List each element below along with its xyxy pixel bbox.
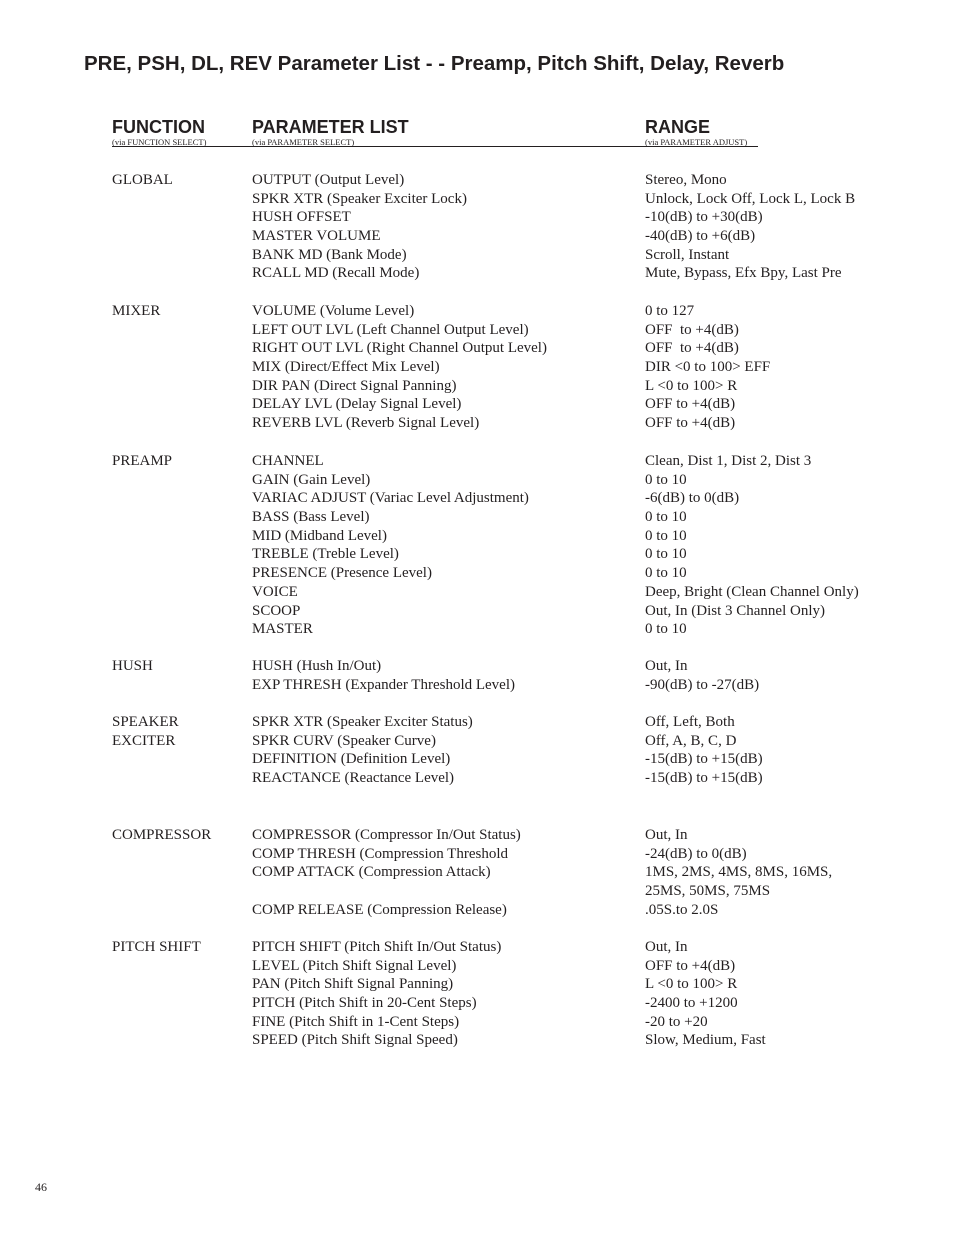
- parameter-range: L <0 to 100> R: [645, 377, 738, 394]
- function-name-line: PREAMP: [112, 453, 173, 469]
- table-row: [0, 264, 954, 283]
- parameter-name: HUSH OFFSET: [252, 209, 351, 226]
- table-row: [0, 527, 954, 546]
- parameter-range: Off, A, B, C, D: [645, 732, 737, 749]
- page-number: 46: [35, 1180, 47, 1194]
- function-column-subheader: (via FUNCTION SELECT): [112, 137, 207, 147]
- parameter-range: OFF to +4(dB): [645, 340, 739, 357]
- table-row: [0, 208, 954, 227]
- parameter-name: HUSH (Hush In/Out): [252, 658, 382, 674]
- parameter-range: OFF to +4(dB): [645, 415, 736, 432]
- parameter-name: LEFT OUT LVL (Left Channel Output Level): [252, 321, 529, 338]
- parameter-name: COMP RELEASE (Compression Release): [252, 901, 507, 918]
- header-divider: [112, 146, 758, 147]
- parameter-name: COMP THRESH (Compression Threshold: [252, 845, 508, 862]
- parameter-range: Out, In: [645, 658, 688, 674]
- table-row: [0, 957, 954, 976]
- parameter-name: SPKR XTR (Speaker Exciter Lock): [252, 190, 467, 207]
- parameter-name: RIGHT OUT LVL (Right Channel Output Level): [252, 340, 547, 357]
- table-row: [0, 750, 954, 769]
- function-name-line: EXCITER: [112, 732, 176, 749]
- page-title: PRE, PSH, DL, REV Parameter List - - Preamp, Pitch Shift, Delay, Reverb: [84, 52, 785, 75]
- table-row: [0, 377, 954, 396]
- parameter-name: EXP THRESH (Expander Threshold Level): [252, 676, 516, 693]
- parameter-range: OFF to +4(dB): [645, 396, 736, 413]
- parameter-name: DEFINITION (Definition Level): [252, 751, 451, 768]
- parameter-name: VARIAC ADJUST (Variac Level Adjustment): [252, 490, 529, 507]
- table-row: [0, 1013, 954, 1032]
- parameter-name: VOICE: [252, 583, 298, 600]
- table-row: [0, 395, 954, 414]
- parameter-range: 0 to 127: [645, 303, 695, 319]
- parameter-name: MASTER VOLUME: [252, 228, 381, 245]
- table-row: [0, 471, 954, 490]
- parameter-name: PITCH (Pitch Shift in 20-Cent Steps): [252, 995, 477, 1012]
- range-column-subheader: (via PARAMETER ADJUST): [645, 137, 748, 147]
- parameter-range: -24(dB) to 0(dB): [645, 845, 747, 862]
- parameter-range: Mute, Bypass, Efx Bpy, Last Pre: [645, 265, 842, 282]
- table-row: [0, 676, 954, 695]
- table-row: [0, 901, 954, 920]
- table-row: [0, 845, 954, 864]
- parameter-range: 0 to 10: [645, 471, 687, 488]
- parameter-name: MID (Midband Level): [252, 527, 387, 544]
- parameter-range: -90(dB) to -27(dB): [645, 676, 760, 693]
- table-row: [0, 246, 954, 265]
- parameter-name: MIX (Direct/Effect Mix Level): [252, 359, 440, 376]
- table-row: [0, 564, 954, 583]
- parameter-name: VOLUME (Volume Level): [252, 303, 415, 319]
- parameter-range: -20 to +20: [645, 1013, 708, 1030]
- function-name-line: PITCH SHIFT: [112, 939, 201, 955]
- table-row: [0, 994, 954, 1013]
- parameter-name: SPKR CURV (Speaker Curve): [252, 732, 436, 749]
- parameter-range: -2400 to +1200: [645, 995, 738, 1012]
- parameter-name: BANK MD (Bank Mode): [252, 246, 407, 263]
- parameter-range: -6(dB) to 0(dB): [645, 490, 740, 507]
- parameter-name: SPKR XTR (Speaker Exciter Status): [252, 714, 473, 730]
- table-row: [0, 321, 954, 340]
- parameter-name: DIR PAN (Direct Signal Panning): [252, 377, 457, 394]
- table-row: [0, 302, 954, 321]
- parameter-name: DELAY LVL (Delay Signal Level): [252, 396, 462, 413]
- parameter-range: DIR <0 to 100> EFF: [645, 359, 771, 376]
- parameter-range: 0 to 10: [645, 527, 687, 544]
- parameter-rows: [0, 171, 954, 283]
- table-row: [0, 452, 954, 471]
- parameter-name: MASTER: [252, 621, 313, 638]
- parameter-name: COMPRESSOR (Compressor In/Out Status): [252, 827, 521, 843]
- parameter-range: Out, In: [645, 827, 688, 843]
- parameter-range: 0 to 10: [645, 509, 687, 526]
- parameter-name: RCALL MD (Recall Mode): [252, 265, 420, 282]
- parameter-range: .05S.to 2.0S: [645, 901, 719, 918]
- parameter-name: PITCH SHIFT (Pitch Shift In/Out Status): [252, 939, 502, 955]
- table-row: [0, 975, 954, 994]
- table-row: [0, 171, 954, 190]
- table-row: [0, 339, 954, 358]
- table-row: [0, 620, 954, 639]
- table-row: [0, 882, 954, 901]
- parameter-name: PRESENCE (Presence Level): [252, 565, 432, 582]
- parameter-range: Off, Left, Both: [645, 714, 735, 730]
- parameter-range: Out, In: [645, 939, 688, 955]
- parameter-name: REACTANCE (Reactance Level): [252, 770, 455, 787]
- parameter-range: 0 to 10: [645, 565, 687, 582]
- parameter-name: LEVEL (Pitch Shift Signal Level): [252, 957, 457, 974]
- table-row: [0, 583, 954, 602]
- parameter-name: PAN (Pitch Shift Signal Panning): [252, 976, 454, 993]
- parameter-name: REVERB LVL (Reverb Signal Level): [252, 415, 480, 432]
- table-row: [0, 769, 954, 788]
- parameter-name: OUTPUT (Output Level): [252, 172, 405, 188]
- table-row: [0, 508, 954, 527]
- parameter-name: FINE (Pitch Shift in 1-Cent Steps): [252, 1013, 460, 1030]
- table-row: [0, 938, 954, 957]
- table-row: [0, 414, 954, 433]
- table-row: [0, 545, 954, 564]
- parameter-range: L <0 to 100> R: [645, 976, 738, 993]
- table-row: [0, 1031, 954, 1050]
- parameter-name: CHANNEL: [252, 453, 324, 469]
- parameter-range: Clean, Dist 1, Dist 2, Dist 3: [645, 453, 812, 469]
- parameter-range: Scroll, Instant: [645, 246, 730, 263]
- parameter-range: 0 to 10: [645, 621, 687, 638]
- parameter-name: GAIN (Gain Level): [252, 471, 371, 488]
- parameter-range: 0 to 10: [645, 546, 687, 563]
- function-name-line: SPEAKER: [112, 714, 179, 730]
- table-row: [0, 732, 954, 751]
- parameter-range: -10(dB) to +30(dB): [645, 209, 763, 226]
- parameter-range: -40(dB) to +6(dB): [645, 228, 756, 245]
- parameter-rows: [0, 657, 954, 694]
- parameter-range: Stereo, Mono: [645, 172, 727, 188]
- parameter-rows: [0, 302, 954, 433]
- parameter-name: COMP ATTACK (Compression Attack): [252, 864, 491, 881]
- table-row: [0, 190, 954, 209]
- range-column-header: RANGE: [645, 117, 711, 137]
- parameter-rows: [0, 713, 954, 788]
- function-column-header: FUNCTION: [112, 117, 205, 137]
- parameter-range: 25MS, 50MS, 75MS: [645, 883, 771, 900]
- parameter-rows: [0, 938, 954, 1050]
- function-name-line: COMPRESSOR: [112, 827, 212, 843]
- parameter-range: OFF to +4(dB): [645, 321, 739, 338]
- parameter-name: SPEED (Pitch Shift Signal Speed): [252, 1032, 458, 1049]
- parameter-name: SCOOP: [252, 602, 301, 619]
- table-row: [0, 227, 954, 246]
- parameter-range: Slow, Medium, Fast: [645, 1032, 766, 1049]
- parameter-range: -15(dB) to +15(dB): [645, 770, 763, 787]
- parameter-rows: [0, 826, 954, 919]
- parameter-rows: [0, 452, 954, 639]
- parameter-range: Unlock, Lock Off, Lock L, Lock B: [645, 190, 856, 207]
- parameter-range: OFF to +4(dB): [645, 957, 736, 974]
- parameter-range: 1MS, 2MS, 4MS, 8MS, 16MS,: [645, 864, 833, 881]
- function-name-line: HUSH: [112, 658, 153, 674]
- table-row: [0, 713, 954, 732]
- table-row: [0, 826, 954, 845]
- parameter-range: Deep, Bright (Clean Channel Only): [645, 583, 859, 600]
- table-row: [0, 489, 954, 508]
- table-row: [0, 863, 954, 882]
- function-name-line: MIXER: [112, 303, 161, 319]
- table-row: [0, 602, 954, 621]
- parameter-name: TREBLE (Treble Level): [252, 546, 399, 563]
- table-row: [0, 657, 954, 676]
- parameter-range: Out, In (Dist 3 Channel Only): [645, 602, 825, 619]
- parameter-list-column-header: PARAMETER LIST: [252, 117, 409, 137]
- parameter-name: BASS (Bass Level): [252, 509, 370, 526]
- function-name-line: GLOBAL: [112, 172, 173, 188]
- parameter-range: -15(dB) to +15(dB): [645, 751, 763, 768]
- parameter-list-column-subheader: (via PARAMETER SELECT): [252, 137, 355, 147]
- table-row: [0, 358, 954, 377]
